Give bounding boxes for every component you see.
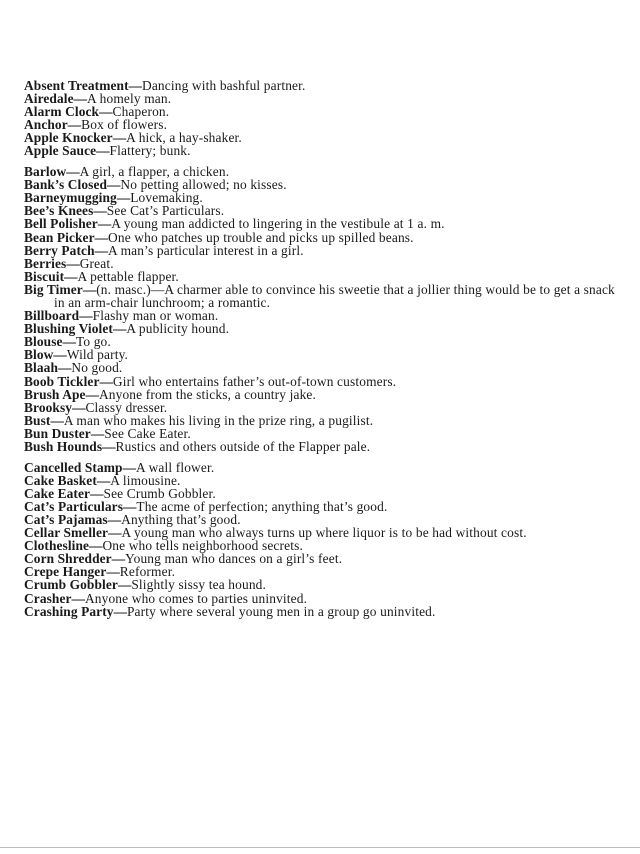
em-dash-separator: — [79,308,93,324]
letter-group [24,165,616,453]
entry-term: Bean Picker [24,229,95,245]
em-dash-separator: — [66,164,80,180]
entry-term: Bank’s Closed [24,177,108,193]
entry-definition: A man’s particular interest in a girl. [108,242,304,258]
entry-term: Billboard [24,308,80,324]
em-dash-separator: — [107,177,121,193]
entry-term: Brooksy [24,399,73,415]
entry-definition: See Cake Eater. [104,425,191,441]
entry-term: Blushing Violet [24,321,113,337]
entry-definition: See Cat’s Particulars. [106,203,225,219]
entry-term: Berry Patch [24,242,95,258]
entry-term: Crepe Hanger [24,564,107,580]
entry-definition: A hick, a hay-shaker. [126,130,242,146]
entry-term: Bell Polisher [24,216,98,232]
em-dash-separator: — [116,190,131,206]
em-dash-separator: — [73,91,88,107]
em-dash-separator: — [85,386,99,402]
entry-term: Cat’s Pajamas [24,512,108,527]
entry-term: Crasher [24,590,72,606]
em-dash-separator: — [96,143,110,159]
entry-definition: Young man who dances on a girl’s feet. [125,551,343,567]
em-dash-separator: — [112,321,127,337]
em-dash-separator: — [90,425,105,441]
entry-definition: Box of flowers. [81,117,168,133]
entry-definition: Rustics and others outside of the Flapper pale. [115,439,371,455]
entry-term: Airedale [24,91,74,107]
em-dash-separator: — [66,255,80,271]
entry-definition: A limousine. [110,472,181,488]
em-dash-separator: — [67,117,82,133]
em-dash-separator: — [50,412,64,428]
entry-term: Cake Basket [24,472,97,488]
em-dash-separator: — [102,439,116,455]
entry-definition: Wild party. [66,347,129,363]
entry-term: Apple Sauce [24,143,97,159]
entry-term: Biscuit [24,268,65,284]
em-dash-separator: — [94,229,109,245]
entry-definition: Anyone from the sticks, a country jake. [98,386,317,402]
em-dash-separator: — [113,603,127,619]
em-dash-separator: — [128,78,143,93]
dictionary-entry [24,283,616,309]
entry-term: Anchor [24,117,68,133]
dictionary-entry [24,605,616,618]
em-dash-separator: — [72,399,86,415]
entry-term: Barlow [24,164,67,180]
entry-term: Blaah [24,360,58,376]
entry-definition: A girl, a flapper, a chicken. [79,164,230,180]
entry-term: Bee’s Knees [24,203,94,219]
entry-term: Bust [24,412,51,428]
entry-term: Bush Hounds [24,439,103,455]
entry-definition: A publicity hound. [126,321,230,337]
em-dash-separator: — [111,551,126,567]
em-dash-separator: — [108,525,122,541]
entry-term: Brush Ape [24,386,86,402]
em-dash-separator: — [93,203,107,219]
entry-term: Cat’s Particulars [24,498,124,514]
entry-term: Barneymugging [24,190,117,206]
entry-definition: A homely man. [87,91,172,107]
entry-term: Crumb Gobbler [24,577,118,593]
entry-definition: One who patches up trouble and picks up spilled beans. [108,229,414,245]
em-dash-separator: — [122,459,136,475]
entry-term: Boob Tickler [24,373,100,389]
entry-definition: Anyone who comes to parties uninvited. [84,590,308,606]
em-dash-separator: — [82,281,97,297]
em-dash-separator: — [117,577,132,593]
em-dash-separator: — [53,347,67,363]
entry-definition: See Crumb Gobbler. [103,485,216,501]
entry-definition: Girl who entertains father’s out-of-town customers. [112,373,397,389]
em-dash-separator: — [64,268,78,284]
em-dash-separator: — [62,334,76,350]
dictionary-entry [24,440,616,453]
entry-definition: A young man addicted to lingering in the vestibule at 1 a. m. [111,216,445,232]
entry-definition: Reformer. [119,564,176,580]
em-dash-separator: — [99,373,113,389]
entry-definition: Flashy man or woman. [92,308,219,324]
entry-definition: To go. [75,334,111,350]
entry-definition: No petting allowed; no kisses. [120,177,287,193]
entry-term: Clothesline [24,538,90,554]
entry-term: Cake Eater [24,485,91,501]
entry-term: Alarm Clock [24,104,100,120]
em-dash-separator: — [97,216,112,232]
entry-definition: Lovemaking. [130,190,203,206]
entry-definition: A wall flower. [135,459,215,475]
dictionary-entry [24,322,616,335]
page-bottom-rule [0,847,640,848]
entry-term: Big Timer [24,281,83,297]
dictionary-entry [24,144,616,157]
em-dash-separator: — [71,590,85,606]
entry-term: Absent Treatment [24,78,129,93]
entry-definition: Classy dresser. [85,399,168,415]
em-dash-separator: — [112,130,127,146]
entry-term: Berries [24,255,67,271]
em-dash-separator: — [58,360,72,376]
em-dash-separator: — [99,104,113,120]
entry-term: Blow [24,347,54,363]
entry-definition: (n. masc.)—A charmer able to convince his sweetie that a jollier thing would be to get a snack in an arm-chair lunchroom; a romantic. [54,281,615,310]
entry-definition: Great. [79,255,114,271]
em-dash-separator: — [107,512,122,527]
entry-definition: Anything that’s good. [121,512,241,527]
em-dash-separator: — [106,564,120,580]
entry-definition: Dancing with bashful partner. [142,78,306,93]
em-dash-separator: — [96,472,111,488]
letter-group [24,461,616,618]
em-dash-separator: — [89,538,103,554]
entry-definition: Party where several young men in a group go uninvited. [126,603,436,619]
entry-definition: The acme of perfection; anything that’s good. [136,498,388,514]
em-dash-separator: — [90,485,104,501]
entry-definition: A man who makes his living in the prize ring, a pugilist. [63,412,374,428]
entry-term: Apple Knocker [24,130,113,146]
entry-term: Blouse [24,334,63,350]
entry-definition: One who tells neighborhood secrets. [102,538,303,554]
entry-term: Cellar Smeller [24,525,109,541]
entry-term: Corn Shredder [24,551,112,567]
entry-definition: Flattery; bunk. [109,143,191,159]
entry-term: Bun Duster [24,425,91,441]
entry-term: Cancelled Stamp [24,459,123,475]
em-dash-separator: — [94,242,109,258]
em-dash-separator: — [123,498,137,514]
entry-definition: Slightly sissy tea hound. [131,577,267,593]
entry-definition: Chaperon. [112,104,170,120]
entry-definition: A pettable flapper. [77,268,179,284]
flapper-dictionary [24,79,616,625]
entry-definition: A young man who always turns up where liquor is to be had without cost. [121,525,527,541]
letter-group [24,79,616,158]
entry-definition: No good. [71,360,123,376]
entry-term: Crashing Party [24,603,114,619]
